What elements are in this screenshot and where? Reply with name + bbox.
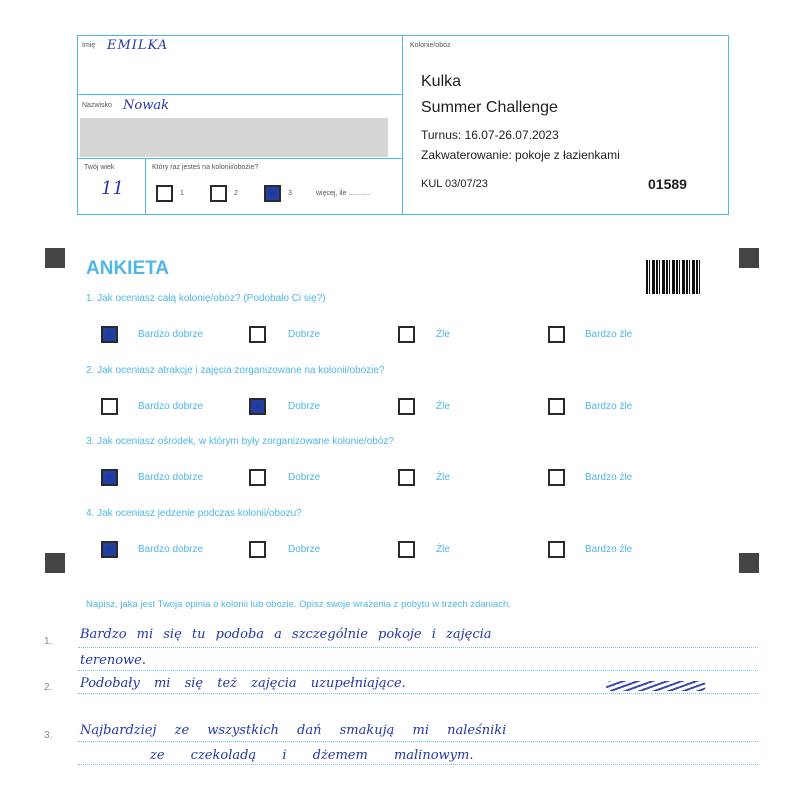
handwriting-line-5[interactable]: ze czekoladą i dżemem malinowym. [150, 748, 474, 763]
visit-more-label: więcej, ile ........... [316, 190, 370, 197]
handwriting-line-4[interactable]: Najbardziej ze wszystkich dań smakują mi naleśniki [80, 723, 507, 738]
first-name-label: Imię [82, 42, 96, 49]
visit-1-checkbox[interactable] [156, 185, 173, 202]
q2-bardzo-dobrze-label: Bardzo dobrze [138, 401, 204, 412]
question-3: 3. Jak oceniasz ośrodek, w którym były zorganizowane kolonie/obóz? [86, 436, 394, 447]
q1-bardzo-dobrze-checkbox[interactable] [101, 326, 118, 343]
q4-dobrze-label: Dobrze [288, 544, 321, 555]
visit-2-label: 2 [234, 190, 238, 197]
registration-mark-tl [45, 248, 65, 268]
writing-line-1 [78, 647, 758, 648]
q3-bardzo-dobrze-label: Bardzo dobrze [138, 472, 204, 483]
q4-bardzo-zle-checkbox[interactable] [548, 541, 565, 558]
question-2: 2. Jak oceniasz atrakcje i zajęcia zorganizowane na kolonii/obozie? [86, 365, 385, 376]
q1-dobrze-label: Dobrze [288, 329, 321, 340]
q1-zle-label: Źle [436, 329, 450, 340]
question-1: 1. Jak oceniasz całą kolonię/obóz? (Podobało Ci się?) [86, 293, 326, 304]
q4-bardzo-dobrze-label: Bardzo dobrze [138, 544, 204, 555]
survey-title: ANKIETA [86, 258, 170, 279]
handwriting-line-1[interactable]: Bardzo mi się tu podoba a szczególnie pokoje i zajęcia [80, 627, 492, 642]
header-rule-1 [77, 94, 402, 95]
visit-1-label: 1 [180, 190, 184, 197]
q3-bardzo-zle-checkbox[interactable] [548, 469, 565, 486]
first-name-value[interactable]: EMILKA [107, 38, 169, 53]
line-number-3: 3. [44, 730, 53, 741]
camp-accommodation: Zakwaterowanie: pokoje z łazienkami [421, 148, 620, 162]
camp-turnus: Turnus: 16.07-26.07.2023 [421, 128, 559, 142]
visit-count-label: Który raz jesteś na kolonii/obozie? [152, 164, 259, 171]
q4-zle-checkbox[interactable] [398, 541, 415, 558]
q3-zle-checkbox[interactable] [398, 469, 415, 486]
q1-bardzo-zle-checkbox[interactable] [548, 326, 565, 343]
writing-line-5 [78, 764, 758, 765]
writing-line-4 [78, 741, 758, 742]
visit-3-label: 3 [288, 190, 292, 197]
header-rule-2 [77, 158, 402, 159]
barcode [646, 260, 700, 294]
crossed-out-scribble [606, 681, 706, 691]
q1-dobrze-checkbox[interactable] [249, 326, 266, 343]
form-number: 01589 [648, 176, 687, 192]
age-label: Twój wiek [84, 164, 115, 171]
question-4: 4. Jak oceniasz jedzenie podczas kolonii/obozu? [86, 508, 302, 519]
header-divider [402, 35, 403, 215]
q4-zle-label: Źle [436, 544, 450, 555]
writing-line-3 [78, 693, 758, 694]
handwriting-line-3[interactable]: Podobały mi się też zajęcia uzupełniające. [80, 676, 406, 691]
registration-mark-br [739, 553, 759, 573]
q2-dobrze-label: Dobrze [288, 401, 321, 412]
q2-bardzo-zle-label: Bardzo źle [585, 401, 633, 412]
last-name-value[interactable]: Nowak [123, 98, 169, 113]
registration-mark-bl [45, 553, 65, 573]
q2-bardzo-zle-checkbox[interactable] [548, 398, 565, 415]
q1-bardzo-zle-label: Bardzo źle [585, 329, 633, 340]
q4-dobrze-checkbox[interactable] [249, 541, 266, 558]
q3-dobrze-label: Dobrze [288, 472, 321, 483]
visit-2-checkbox[interactable] [210, 185, 227, 202]
q3-bardzo-zle-label: Bardzo źle [585, 472, 633, 483]
age-value[interactable]: 11 [101, 178, 124, 199]
header-rule-3 [145, 158, 146, 215]
q2-bardzo-dobrze-checkbox[interactable] [101, 398, 118, 415]
q2-zle-label: Źle [436, 401, 450, 412]
redacted-block [80, 118, 388, 157]
q1-zle-checkbox[interactable] [398, 326, 415, 343]
camp-label: Kolonie/obóz [410, 42, 451, 49]
last-name-label: Nazwisko [82, 102, 112, 109]
writing-line-2 [78, 670, 758, 671]
q4-bardzo-zle-label: Bardzo źle [585, 544, 633, 555]
camp-code: KUL 03/07/23 [421, 178, 488, 190]
opinion-prompt: Napisz, jaka jest Twoja opinia o kolonii lub obozie. Opisz swoje wrażenia z pobytu w trzech zdaniach. [86, 599, 511, 610]
q1-bardzo-dobrze-label: Bardzo dobrze [138, 329, 204, 340]
registration-mark-tr [739, 248, 759, 268]
camp-name: Kulka [421, 73, 462, 90]
q3-zle-label: Źle [436, 472, 450, 483]
q2-dobrze-checkbox[interactable] [249, 398, 266, 415]
line-number-2: 2. [44, 682, 53, 693]
handwriting-line-2[interactable]: terenowe. [80, 653, 146, 668]
q2-zle-checkbox[interactable] [398, 398, 415, 415]
q3-dobrze-checkbox[interactable] [249, 469, 266, 486]
visit-3-checkbox[interactable] [264, 185, 281, 202]
q4-bardzo-dobrze-checkbox[interactable] [101, 541, 118, 558]
line-number-1: 1. [44, 636, 53, 647]
camp-program: Summer Challenge [421, 99, 558, 116]
q3-bardzo-dobrze-checkbox[interactable] [101, 469, 118, 486]
